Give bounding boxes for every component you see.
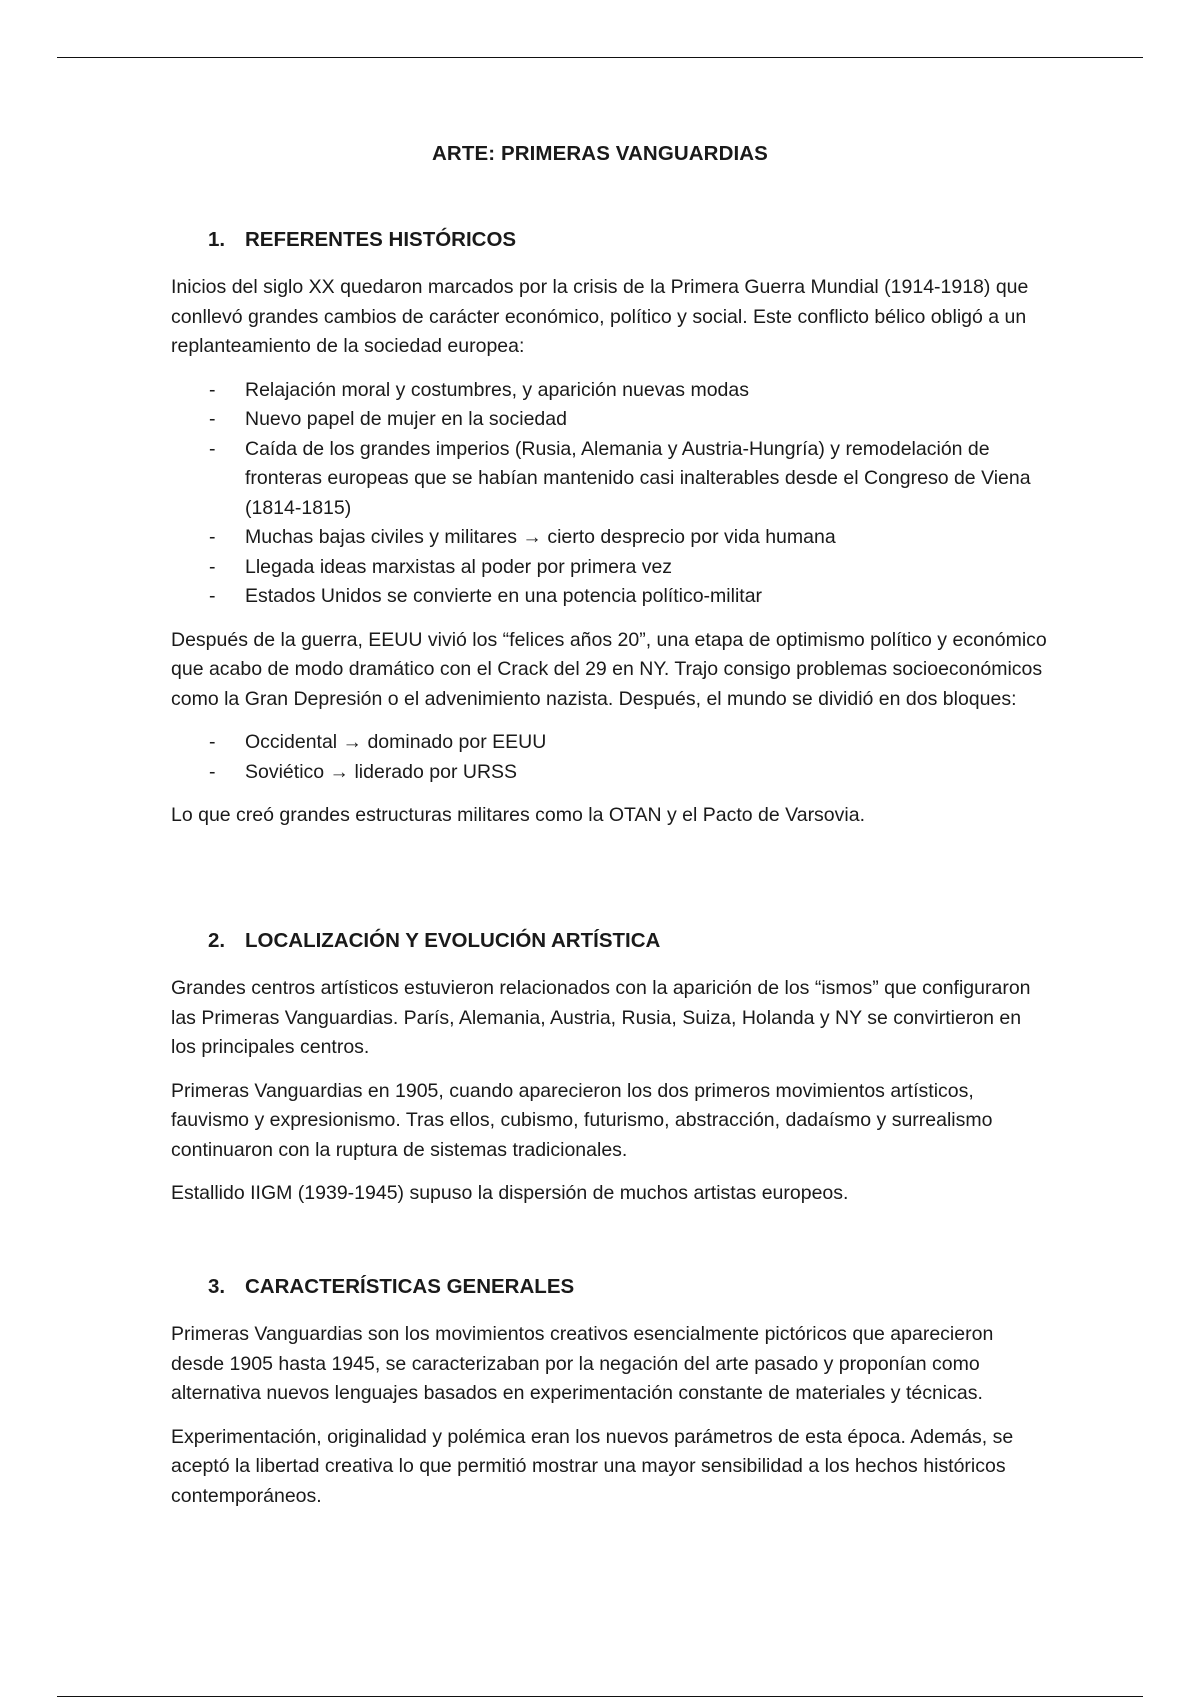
document-title: ARTE: PRIMERAS VANGUARDIAS xyxy=(432,142,768,165)
dash-bullet-icon: - xyxy=(209,526,216,548)
dash-bullet-icon: - xyxy=(209,585,216,607)
list-item: - Occidental → dominado por EEUU xyxy=(171,728,1051,758)
footer-rule xyxy=(57,1696,1143,1697)
dash-bullet-icon: - xyxy=(209,378,216,401)
list-item: - Llegada ideas marxistas al poder por primera vez xyxy=(171,553,1051,583)
bullet-list xyxy=(171,376,1051,612)
section-caracteristicas-generales xyxy=(171,1275,1051,1511)
header-rule xyxy=(57,57,1143,58)
paragraph: Estallido IIGM (1939-1945) supuso la dispersión de muchos artistas europeos. xyxy=(171,1182,849,1204)
section-title: LOCALIZACIÓN Y EVOLUCIÓN ARTÍSTICA xyxy=(245,929,661,952)
section-referentes-historicos xyxy=(171,228,1051,831)
dash-bullet-icon: - xyxy=(209,555,216,578)
section-localizacion-evolucion xyxy=(171,929,1051,1209)
dash-bullet-icon: - xyxy=(209,408,216,430)
paragraph: Primeras Vanguardias en 1905, cuando aparecieron los dos primeros movimientos artísticos, fauvismo y expresionismo. Tras ellos, cubismo, futurismo, abstracción, dadaísmo y surrealismo continuaron con la ruptura de sistemas tradicionales. xyxy=(171,1079,993,1161)
section-heading xyxy=(171,929,1051,959)
list-item: - Nuevo papel de mujer en la sociedad xyxy=(171,405,1051,435)
section-number: 3. xyxy=(208,1275,226,1298)
list-item: - Caída de los grandes imperios (Rusia, Alemania y Austria-Hungría) y remodelación de fronteras europeas que se habían mantenido casi inalterables desde el Congreso de Viena (1814-1815) xyxy=(171,435,1051,524)
paragraph: Experimentación, originalidad y polémica eran los nuevos parámetros de esta época. Además, se aceptó la libertad creativa lo que permitió mostrar una mayor sensibilidad a los hechos históricos contemporáneos. xyxy=(171,1425,1014,1507)
dash-bullet-icon: - xyxy=(209,731,216,753)
list-item: - Muchas bajas civiles y militares → cierto desprecio por vida humana xyxy=(171,523,1051,553)
paragraph: Lo que creó grandes estructuras militares como la OTAN y el Pacto de Varsovia. xyxy=(171,804,866,826)
paragraph: Inicios del siglo XX quedaron marcados por la crisis de la Primera Guerra Mundial (1914-1918) que conllevó grandes cambios de carácter económico, político y social. Este conflicto bélico obligó a un replanteamiento de la sociedad europea: xyxy=(171,276,1029,357)
paragraph: Primeras Vanguardias son los movimientos creativos esencialmente pictóricos que aparecieron desde 1905 hasta 1945, se caracterizaban por la negación del arte pasado y proponían como alternativa nuevos lenguajes basados en experimentación constante de materiales y técnicas. xyxy=(171,1323,994,1404)
section-heading xyxy=(171,1275,1051,1305)
section-number: 1. xyxy=(208,228,226,251)
list-item: - Relajación moral y costumbres, y aparición nuevas modas xyxy=(171,376,1051,406)
section-title: REFERENTES HISTÓRICOS xyxy=(245,228,517,251)
dash-bullet-icon: - xyxy=(209,760,216,783)
section-title: CARACTERÍSTICAS GENERALES xyxy=(245,1275,575,1298)
dash-bullet-icon: - xyxy=(209,437,216,460)
paragraph: Después de la guerra, EEUU vivió los “felices años 20”, una etapa de optimismo político y económico que acabo de modo dramático con el Crack del 29 en NY. Trajo consigo problemas socioeconómicos como la Gran Depresión o el advenimiento nazista. Después, el mundo se dividió en dos bloques: xyxy=(171,628,1047,710)
list-item: - Soviético → liderado por URSS xyxy=(171,758,1051,788)
paragraph: Grandes centros artísticos estuvieron relacionados con la aparición de los “ismos” que configuraron las Primeras Vanguardias. París, Alemania, Austria, Rusia, Suiza, Holanda y NY se convirtieron en los principales centros. xyxy=(171,977,1031,1058)
list-item: - Estados Unidos se convierte en una potencia político-militar xyxy=(171,582,1051,612)
bullet-list xyxy=(171,728,1051,787)
section-number: 2. xyxy=(208,929,226,952)
section-heading xyxy=(171,228,1051,258)
